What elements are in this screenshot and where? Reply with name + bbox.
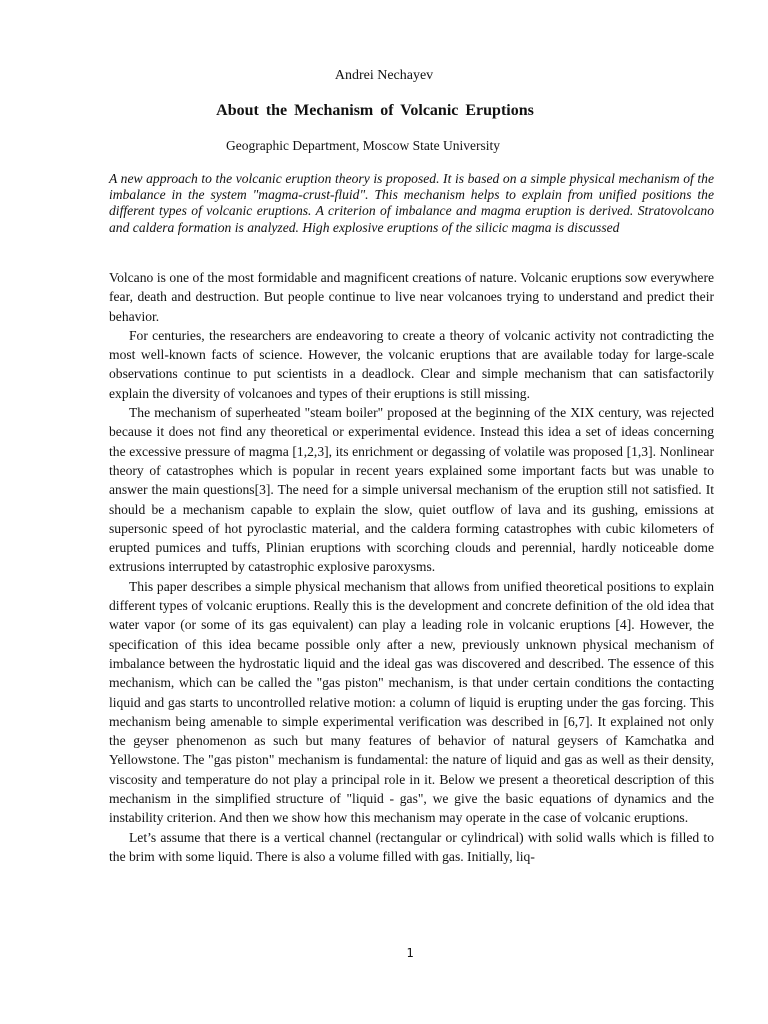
paragraph-5: Let’s assume that there is a vertical channel (rectangular or cylindrical) with solid walls which is filled to the brim with some liquid. There is also a volume filled with gas. Initially, liq- bbox=[109, 829, 714, 864]
body-text bbox=[109, 268, 714, 866]
paper-title: About the Mechanism of Volcanic Eruptions bbox=[216, 102, 534, 119]
paragraph-3: The mechanism of superheated "steam boiler" proposed at the beginning of the XIX century, was rejected because it does not find any theoretical or experimental evidence. Instead this idea a set of ideas concerning the excessive pressure of magma [1,2,3], its enrichment or degassing of volatile was proposed [1,3]. Nonlinear theory of catastrophes which is popular in recent years explained some important facts but was unable to answer the main questions[3]. The need for a simple universal mechanism of the eruption still not satisfied. It should be a mechanism capable to explain the slow, quiet outflow of lava and its gushing, emissions at supersonic speed of hot pyroclastic material, and the caldera forming catastrophes with cubic kilometers of erupted pumices and tuffs, Plinian eruptions with scorching clouds and perennial, hardly noticeable dome extrusions interrupted by catastrophic explosive paroxysms. bbox=[109, 405, 714, 575]
paragraph-1: Volcano is one of the most formidable and magnificent creations of nature. Volcanic eruptions sow everywhere fear, death and destruction. But people continue to live near volcanoes trying to understand and predict their behavior. bbox=[109, 270, 714, 324]
author-name: Andrei Nechayev bbox=[334, 68, 434, 83]
paragraph-2: For centuries, the researchers are endeavoring to create a theory of volcanic activity not contradicting the most well-known facts of science. However, the volcanic eruptions that are available today for large-scale observations continue to put scientists in a deadlock. Clear and simple mechanism that can satisfactorily explain the diversity of volcanoes and types of their eruptions is still missing. bbox=[109, 327, 714, 401]
page-number: 1 bbox=[406, 946, 414, 960]
author-affiliation: Geographic Department, Moscow State University bbox=[225, 138, 501, 153]
paragraph-4: This paper describes a simple physical mechanism that allows from unified theoretical positions to explain different types of volcanic eruptions. Really this is the development and concrete definition of the old idea that water vapor (or some of its gas equivalent) can play a leading role in volcanic eruptions [4]. However, the specification of this idea became possible only after a new, previously unknown physical mechanism of imbalance between the hydrostatic liquid and the ideal gas was discovered and described. The essence of this mechanism, which can be called the "gas piston" mechanism, is that under certain conditions the contacting liquid and gas starts to uncontrolled relative motion: a column of liquid is erupting under the gas forcing. This mechanism being amenable to simple experimental verification was described in [6,7]. It explained not only the geyser phenomenon as such but many features of behavior of natural geysers of Kamchatka and Yellowstone. The "gas piston" mechanism is fundamental: the nature of liquid and gas as well as their density, viscosity and temperature do not play a principal role in it. Below we present a theoretical description of this mechanism in the simplified structure of "liquid - gas", we give the basic equations of dynamics and the instability criterion. And then we show how this mechanism may operate in the case of volcanic eruptions. bbox=[109, 578, 714, 826]
abstract: A new approach to the volcanic eruption theory is proposed. It is based on a simple physical mechanism of the imbalance in the system "magma-crust-fluid". This mechanism helps to explain from unified positions the different types of volcanic eruptions. A criterion of imbalance and magma eruption is derived. Stratovolcano and caldera formation is analyzed. High explosive eruptions of the silicic magma is discussed bbox=[109, 171, 714, 235]
